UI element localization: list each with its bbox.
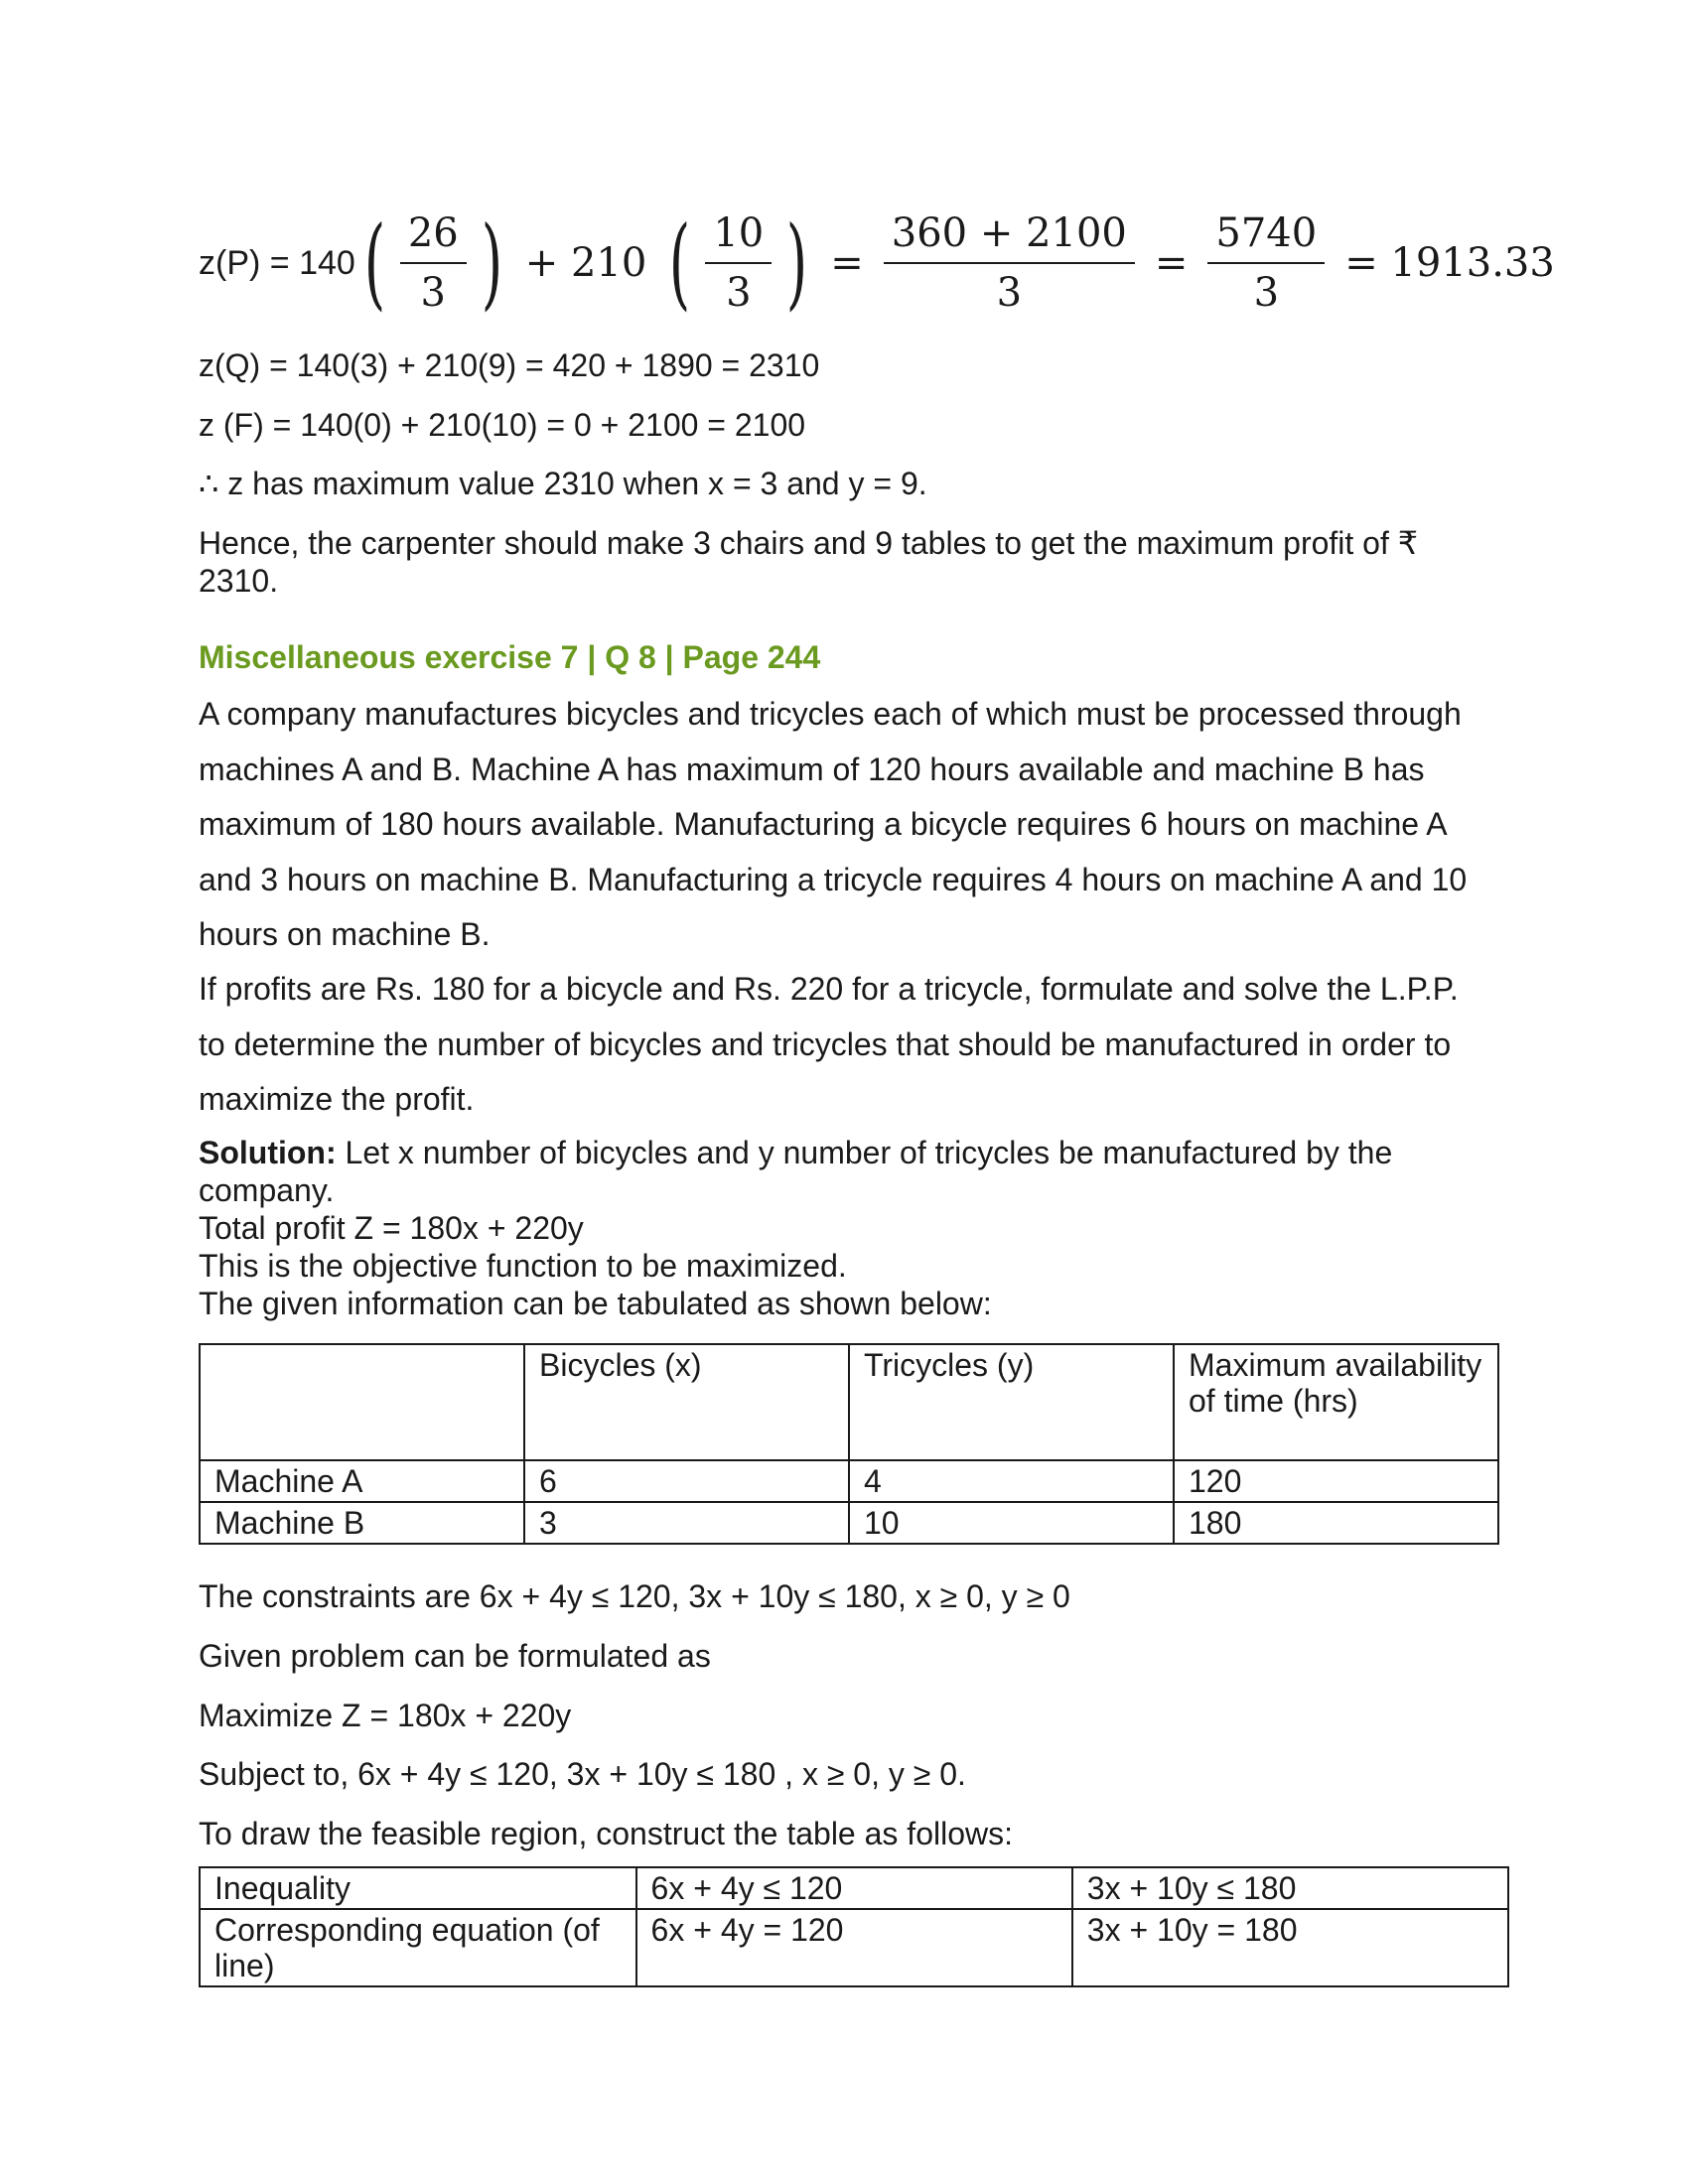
solution-intro	[199, 1134, 1509, 1209]
fraction-10-3: $\frac{10}{3}$	[705, 210, 772, 316]
header-bicycles: Bicycles (x)	[524, 1344, 849, 1460]
solution-block	[199, 1134, 1509, 1322]
header-max-time: Maximum availability of time (hrs)	[1174, 1344, 1498, 1460]
table-row: Inequality 6x + 4y ≤ 120 3x + 10y ≤ 180	[200, 1867, 1508, 1909]
exercise-heading: Miscellaneous exercise 7 | Q 8 | Page 244	[199, 639, 821, 675]
zf-line: z (F) = 140(0) + 210(10) = 0 + 2100 = 2100	[199, 407, 806, 443]
table-row: Machine A 6 4 120	[200, 1460, 1498, 1502]
feasible-region-line: To draw the feasible region, construct the table as follows:	[199, 1816, 1013, 1851]
plus-term: + 210	[524, 240, 647, 286]
header-tricycles: Tricycles (y)	[849, 1344, 1174, 1460]
hence-line-1: Hence, the carpenter should make 3 chairs and 9 tables to get the maximum profit of ₹	[199, 525, 1419, 561]
table-row: Machine B 3 10 180	[200, 1502, 1498, 1544]
machine-time-table	[199, 1343, 1499, 1545]
tabulated-line: The given information can be tabulated as shown below:	[199, 1286, 992, 1321]
total-profit-line: Total profit Z = 180x + 220y	[199, 1210, 584, 1246]
constraints-line: The constraints are 6x + 4y ≤ 120, 3x + 10y ≤ 180, x ≥ 0, y ≥ 0	[199, 1578, 1070, 1614]
inequality-table	[199, 1866, 1509, 1987]
max-value-line: ∴ z has maximum value 2310 when x = 3 and y = 9.	[199, 466, 927, 501]
zp-equation: z(P) = 140 ( $\frac{26}{3}$ ) + 210 ( $\frac{10}{3}$ ) = $\frac{360 + 2100}{3}$ = $\frac{5740}{3}$ = 1913.33	[199, 205, 1555, 321]
solution-label: Solution:	[199, 1135, 337, 1170]
maximize-line: Maximize Z = 180x + 220y	[199, 1698, 572, 1733]
fraction-26-3: $\frac{26}{3}$	[400, 210, 467, 316]
problem-paragraph-1: A company manufactures bicycles and tricycles each of which must be processed through machines A and B. Machine A has maximum of 120 hours available and machine B has maximum of 180 hours available. Manufacturing a bicycle requires 6 hours on machine A and 3 hours on machine B. Manufacturing a tricycle requires 4 hours on machine A and 10 hours on machine B.	[199, 696, 1468, 952]
problem-paragraph-2: If profits are Rs. 180 for a bicycle and Rs. 220 for a tricycle, formulate and solve the L.P.P. to determine the number of bicycles and tricycles that should be manufactured in order to maximize the profit.	[199, 971, 1459, 1117]
subject-to-line: Subject to, 6x + 4y ≤ 120, 3x + 10y ≤ 180 , x ≥ 0, y ≥ 0.	[199, 1756, 966, 1792]
table-row: Corresponding equation (of line) 6x + 4y = 120 3x + 10y = 180	[200, 1909, 1508, 1986]
hence-line-2: 2310.	[199, 563, 279, 599]
table-header-row	[200, 1344, 1498, 1460]
zp-result: = 1913.33	[1344, 240, 1555, 286]
solution-text: Let x number of bicycles and y number of tricycles be manufactured by the company.	[199, 1135, 1393, 1208]
fraction-5740-3: $\frac{5740}{3}$	[1207, 210, 1325, 316]
fraction-sum: $\frac{360 + 2100}{3}$	[884, 210, 1135, 316]
equals-sign: =	[1154, 240, 1189, 286]
zq-line: z(Q) = 140(3) + 210(9) = 420 + 1890 = 2310	[199, 347, 820, 383]
zp-label: z(P) = 140	[199, 243, 355, 282]
formulated-line: Given problem can be formulated as	[199, 1638, 711, 1674]
equals-sign: =	[830, 240, 864, 286]
objective-line: This is the objective function to be maximized.	[199, 1248, 847, 1284]
